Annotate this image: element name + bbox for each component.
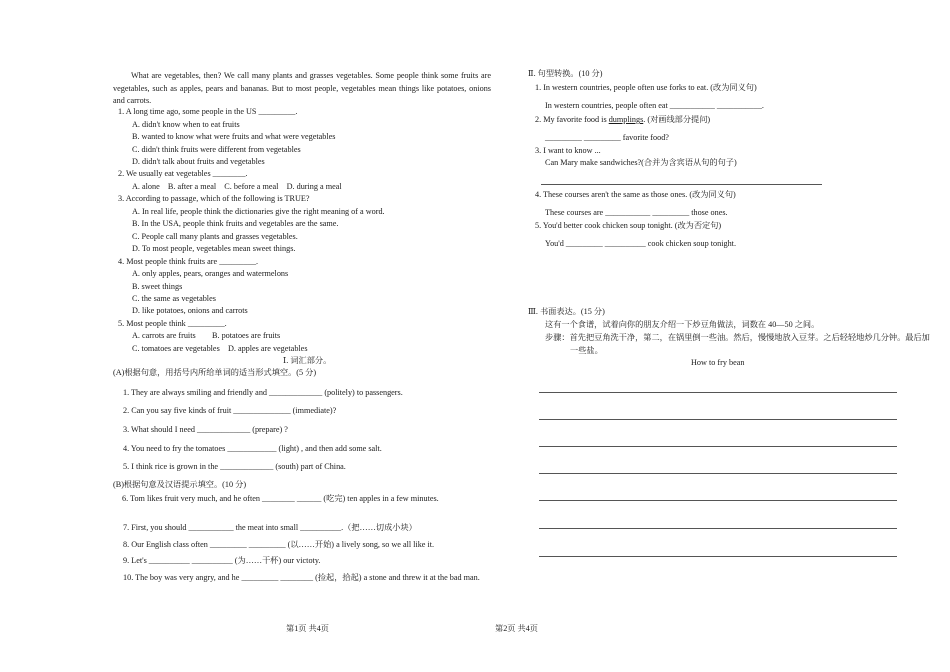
question-4-option-b: B. sweet things [132,282,183,291]
question-3-option-d: D. To most people, vegetables mean sweet things. [132,244,296,253]
transform-item-1-answer: In western countries, people often eat ___________ ___________. [545,101,764,110]
underlined-word: dumplings [608,115,644,124]
writing-instruction: 这有一个食谱，试着向你的朋友介绍一下炒豆角做法，词数在 40—50 之间。 [545,320,820,329]
reading-passage-ending: What are vegetables, then? We call many plants and grasses vegetables. Some people think some fruits are vegetables, such as apples, pears and bananas. But to most people, vegetables mean things like potatoes, onions and carrots. [113,71,491,106]
part-b-item-8: 8. Our English class often _________ _________ (以……开始) a lively song, so we all like it. [123,540,435,549]
part-a-item-2: 2. Can you say five kinds of fruit ______________ (immediate)? [123,406,337,415]
question-4-option-a: A. only apples, pears, oranges and watermelons [132,269,289,278]
question-2-options: A. alone B. after a meal C. before a meal D. during a meal [132,182,342,191]
writing-line [539,556,897,557]
question-4-option-d: D. like potatoes, onions and carrots [132,306,248,315]
part-a-item-5: 5. I think rice is grown in the _____________ (south) part of China. [123,462,346,471]
writing-line [539,473,897,474]
question-1-option-c: C. didn't think fruits were different from vegetables [132,145,301,154]
part-b-item-7: 7. First, you should ___________ the meat into small __________.（把……切成小块） [123,523,417,532]
transform-item-3-instruction: Can Mary make sandwiches?(合并为含宾语从句的句子) [545,158,737,167]
section-2-title: Ⅱ. 句型转换。(10 分) [528,69,603,78]
transform-item-4: 4. These courses aren't the same as those ones. (改为同义句) [535,190,736,199]
part-b-item-6: 6. Tom likes fruit very much, and he often ________ ______ (吃完) ten apples in a few minutes. [122,494,439,503]
part-b-item-9: 9. Let's __________ __________ (为……干杯) our victoty. [123,556,321,565]
vocab-section-title: Ⅰ. 词汇部分。 [283,356,332,365]
part-b-title: (B)根据句意及汉语提示填空。(10 分) [113,480,247,489]
transform-item-5: 5. You'd better cook chicken soup tonight. (改为否定句) [535,221,722,230]
transform-item-3: 3. I want to know ... [535,146,601,155]
writing-line [539,419,897,420]
transform-item-5-answer: You'd _________ __________ cook chicken soup tonight. [545,239,736,248]
writing-line [539,446,897,447]
question-1-option-b: B. wanted to know what were fruits and what were vegetables [132,132,336,141]
question-5-options-row2: C. tomatoes are vegetables D. apples are vegetables [132,344,308,353]
transform-item-2 [535,115,710,125]
question-2-stem: 2. We usually eat vegetables ________. [118,169,248,178]
question-3-stem: 3. According to passage, which of the following is TRUE? [118,194,310,203]
question-1-option-d: D. didn't talk about fruits and vegetables [132,157,265,166]
transform-item-4-answer: These courses are ___________ _________ those ones. [545,208,728,217]
part-a-title: (A)根据句意，用括号内所给单词的适当形式填空。(5 分) [113,368,317,377]
writing-line [539,528,897,529]
page-1-footer: 第1页 共4页 [286,624,329,633]
transform-item-2-prefix: 2. My favorite food is [535,115,609,124]
part-a-item-1: 1. They are always smiling and friendly and _____________ (politely) to passengers. [123,388,403,397]
writing-line [539,500,897,501]
question-5-options-row1: A. carrots are fruits B. potatoes are fruits [132,331,281,340]
part-a-item-4: 4. You need to fry the tomatoes ____________ (light) , and then add some salt. [123,444,382,453]
question-1-stem: 1. A long time ago, some people in the US _________. [118,107,298,116]
question-5-stem: 5. Most people think _________. [118,319,227,328]
transform-item-2-answer: _________ _________ favorite food? [545,133,669,142]
question-4-stem: 4. Most people think fruits are _________. [118,257,259,266]
transform-item-2-suffix: . (对画线部分提问) [643,115,711,124]
writing-line [539,392,897,393]
section-3-title: Ⅲ. 书面表达。(15 分) [528,307,605,316]
transform-item-1: 1. In western countries, people often use forks to eat. (改为同义句) [535,83,757,92]
question-3-option-c: C. People call many plants and grasses vegetables. [132,232,298,241]
page-2-footer: 第2页 共4页 [495,624,538,633]
question-4-option-c: C. the same as vegetables [132,294,216,303]
transform-item-3-answer-line [541,184,822,185]
question-3-option-a: A. In real life, people think the dictionaries give the right meaning of a word. [132,207,385,216]
question-1-option-a: A. didn't know when to eat fruits [132,120,240,129]
writing-steps: 步骤：首先把豆角洗干净，第二，在锅里倒一些油。然后，慢慢地放入豆芽。之后轻轻地炒几分钟。最后加一些盐。 [545,333,930,355]
part-a-item-3: 3. What should I need _____________ (prepare) ? [123,425,288,434]
writing-title: How to fry bean [691,358,745,367]
part-b-item-10: 10. The boy was very angry, and he _________ ________ (捡起，拾起) a stone and threw it at the bad man. [123,573,480,582]
question-3-option-b: B. In the USA, people think fruits and vegetables are the same. [132,219,339,228]
